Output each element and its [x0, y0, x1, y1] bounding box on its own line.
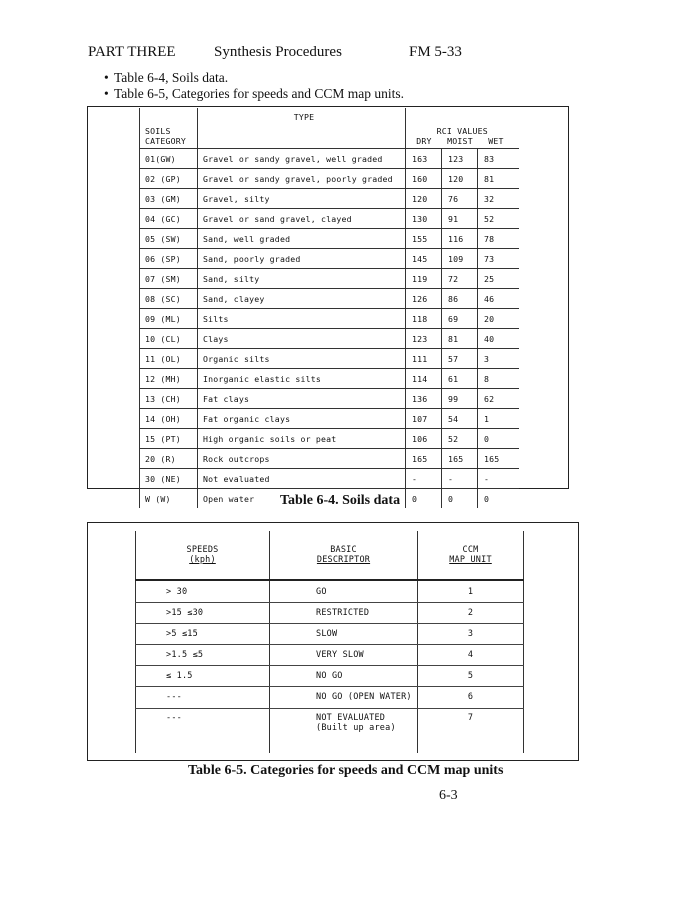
rci-moist-cell: 109: [442, 249, 478, 269]
rci-wet-cell: 0: [484, 493, 490, 504]
soils-category-cell: 06 (SP): [140, 249, 198, 269]
soil-type-cell: High organic soils or peat: [198, 429, 406, 449]
rci-moist-cell: 123: [442, 149, 478, 169]
speed-cell: ---: [136, 687, 270, 708]
soil-type-cell: Gravel or sand gravel, clayed: [198, 209, 406, 229]
rci-moist-cell: 99: [442, 389, 478, 409]
rci-moist-cell: 76: [442, 189, 478, 209]
section-title: Synthesis Procedures: [214, 44, 342, 60]
rci-moist-cell: 69: [442, 309, 478, 329]
soils-category-cell: 07 (SM): [140, 269, 198, 289]
rci-moist-cell: 57: [442, 349, 478, 369]
table-row: [140, 369, 519, 389]
rci-wet-cell: 1: [478, 409, 519, 429]
descriptor-cell: SLOW: [270, 623, 418, 644]
soils-category-cell: 03 (GM): [140, 189, 198, 209]
page-number: 6-3: [439, 788, 458, 803]
rci-wet-cell: -: [478, 469, 519, 489]
map-unit-cell: 2: [418, 602, 524, 623]
rci-dry-cell: 106: [406, 429, 442, 449]
soil-type-cell: Sand, clayey: [198, 289, 406, 309]
rci-wet-cell: 8: [478, 369, 519, 389]
speed-cell: >15 ≤30: [136, 602, 270, 623]
soils-category-cell: 13 (CH): [140, 389, 198, 409]
soils-category-cell: 10 (CL): [140, 329, 198, 349]
speed-cell: > 30: [136, 580, 270, 602]
table-row: [140, 329, 519, 349]
type-header: TYPE: [198, 108, 406, 149]
rci-dry-cell: 123: [406, 329, 442, 349]
rci-wet-cell: 81: [478, 169, 519, 189]
rci-moist-cell: 52: [442, 429, 478, 449]
table-row: [140, 349, 519, 369]
soil-type-cell: Inorganic elastic silts: [198, 369, 406, 389]
soil-type-cell: Gravel, silty: [198, 189, 406, 209]
rci-wet-cell: 3: [478, 349, 519, 369]
rci-dry-cell: 0: [406, 489, 442, 509]
table-row: [140, 209, 519, 229]
rci-dry-cell: 163: [406, 149, 442, 169]
rci-moist-cell: 54: [442, 409, 478, 429]
descriptor-cell: RESTRICTED: [270, 602, 418, 623]
descriptor-cell: NO GO (OPEN WATER): [270, 687, 418, 708]
map-unit-cell: 5: [418, 666, 524, 687]
rci-dry-cell: 114: [406, 369, 442, 389]
table-header-row: [136, 531, 524, 580]
soils-category-cell: 15 (PT): [140, 429, 198, 449]
rci-moist-cell: 120: [442, 169, 478, 189]
soils-data-table: [139, 108, 519, 508]
speed-cell: ≤ 1.5: [136, 666, 270, 687]
soils-category-cell: 11 (OL): [140, 349, 198, 369]
soil-type-cell: Fat organic clays: [198, 409, 406, 429]
rci-moist-cell: 81: [442, 329, 478, 349]
map-unit-cell: 3: [418, 623, 524, 644]
soil-type-cell: Sand, poorly graded: [198, 249, 406, 269]
soil-type-cell: Open water: [198, 489, 406, 509]
rci-dry-cell: 160: [406, 169, 442, 189]
rci-dry-cell: 136: [406, 389, 442, 409]
rci-wet-cell: 62: [478, 389, 519, 409]
soils-category-cell: W (W): [140, 489, 198, 509]
soils-category-cell: 01(GW): [140, 149, 198, 169]
basic-descriptor-header: BASIC DESCRIPTOR: [270, 531, 418, 580]
speeds-header: SPEEDS (kph): [136, 531, 270, 580]
rci-wet-cell: 0: [478, 429, 519, 449]
soils-category-cell: 02 (GP): [140, 169, 198, 189]
rci-wet-cell: 73: [478, 249, 519, 269]
table-row: [140, 189, 519, 209]
speed-cell: >1.5 ≤5: [136, 645, 270, 666]
map-unit-cell: 1: [418, 580, 524, 602]
descriptor-cell: VERY SLOW: [270, 645, 418, 666]
soil-type-cell: Silts: [198, 309, 406, 329]
map-unit-cell: 7: [418, 708, 524, 753]
rci-wet-cell: 165: [478, 449, 519, 469]
soils-category-header: SOILS CATEGORY: [140, 108, 198, 149]
soils-category-cell: 09 (ML): [140, 309, 198, 329]
soils-category-cell: 05 (SW): [140, 229, 198, 249]
speed-cell: >5 ≤15: [136, 623, 270, 644]
table-row: [136, 687, 524, 708]
soils-category-cell: 12 (MH): [140, 369, 198, 389]
rci-moist-cell: 0: [442, 489, 478, 509]
bullet-list: [104, 70, 404, 102]
soil-type-cell: Rock outcrops: [198, 449, 406, 469]
descriptor-cell: NO GO: [270, 666, 418, 687]
table-row: [140, 409, 519, 429]
soils-category-cell: 14 (OH): [140, 409, 198, 429]
soil-type-cell: Gravel or sandy gravel, well graded: [198, 149, 406, 169]
speed-categories-table: [135, 531, 524, 753]
map-unit-cell: 6: [418, 687, 524, 708]
soil-type-cell: Gravel or sandy gravel, poorly graded: [198, 169, 406, 189]
table-row: [140, 249, 519, 269]
rci-dry-cell: 111: [406, 349, 442, 369]
soil-type-cell: Sand, well graded: [198, 229, 406, 249]
rci-dry-cell: 130: [406, 209, 442, 229]
table-row: [140, 309, 519, 329]
table-row: [136, 645, 524, 666]
rci-moist-cell: -: [442, 469, 478, 489]
descriptor-cell: GO: [270, 580, 418, 602]
rci-moist-cell: 165: [442, 449, 478, 469]
soils-category-cell: 04 (GC): [140, 209, 198, 229]
rci-wet-cell: 52: [478, 209, 519, 229]
bullet-item: • Table 6-4, Soils data.: [104, 70, 229, 85]
rci-wet-cell: 32: [478, 189, 519, 209]
table-row: [140, 449, 519, 469]
rci-moist-cell: 91: [442, 209, 478, 229]
descriptor-cell: NOT EVALUATED (Built up area): [270, 708, 418, 753]
table-row: [136, 580, 524, 602]
rci-moist-cell: 61: [442, 369, 478, 389]
rci-wet-cell: 20: [478, 309, 519, 329]
table-row: [140, 229, 519, 249]
table-6-4-caption: Table 6-4. Soils data: [280, 493, 401, 508]
rci-wet-cell: 40: [478, 329, 519, 349]
table-header-row: [140, 108, 519, 149]
soil-type-cell: Clays: [198, 329, 406, 349]
rci-wet-cell: 78: [478, 229, 519, 249]
rci-dry-cell: 107: [406, 409, 442, 429]
soils-category-cell: 20 (R): [140, 449, 198, 469]
table-row: [140, 269, 519, 289]
table-row: [140, 289, 519, 309]
table-row: [140, 429, 519, 449]
table-row: [136, 666, 524, 687]
soils-category-cell: 30 (NE): [140, 469, 198, 489]
ccm-map-unit-header: CCM MAP UNIT: [418, 531, 524, 580]
table-row: [136, 708, 524, 753]
table-row: [136, 623, 524, 644]
table-row: [140, 169, 519, 189]
rci-dry-cell: 119: [406, 269, 442, 289]
table-row: [136, 602, 524, 623]
rci-dry-cell: -: [406, 469, 442, 489]
rci-values-header: RCI VALUES DRY MOIST WET: [406, 108, 519, 149]
rci-wet-cell: 25: [478, 269, 519, 289]
table-6-5-caption: Table 6-5. Categories for speeds and CCM map units: [188, 763, 504, 778]
soils-category-cell: 08 (SC): [140, 289, 198, 309]
part-label: PART THREE: [88, 44, 176, 60]
soil-type-cell: Sand, silty: [198, 269, 406, 289]
rci-dry-cell: 165: [406, 449, 442, 469]
soil-type-cell: Organic silts: [198, 349, 406, 369]
table-row: [140, 469, 519, 489]
rci-moist-cell: 72: [442, 269, 478, 289]
table-row: [140, 389, 519, 409]
table-row: [140, 149, 519, 169]
rci-dry-cell: 145: [406, 249, 442, 269]
speed-cell: ---: [136, 708, 270, 753]
manual-id: FM 5-33: [409, 44, 462, 60]
soil-type-cell: Not evaluated: [198, 469, 406, 489]
rci-dry-cell: 120: [406, 189, 442, 209]
rci-moist-cell: 86: [442, 289, 478, 309]
rci-moist-cell: 116: [442, 229, 478, 249]
rci-wet-cell: 46: [478, 289, 519, 309]
map-unit-cell: 4: [418, 645, 524, 666]
soil-type-cell: Fat clays: [198, 389, 406, 409]
rci-dry-cell: 118: [406, 309, 442, 329]
rci-dry-cell: 126: [406, 289, 442, 309]
bullet-item: • Table 6-5, Categories for speeds and CCM map units.: [104, 86, 404, 101]
rci-wet-cell: 83: [478, 149, 519, 169]
rci-dry-cell: 155: [406, 229, 442, 249]
